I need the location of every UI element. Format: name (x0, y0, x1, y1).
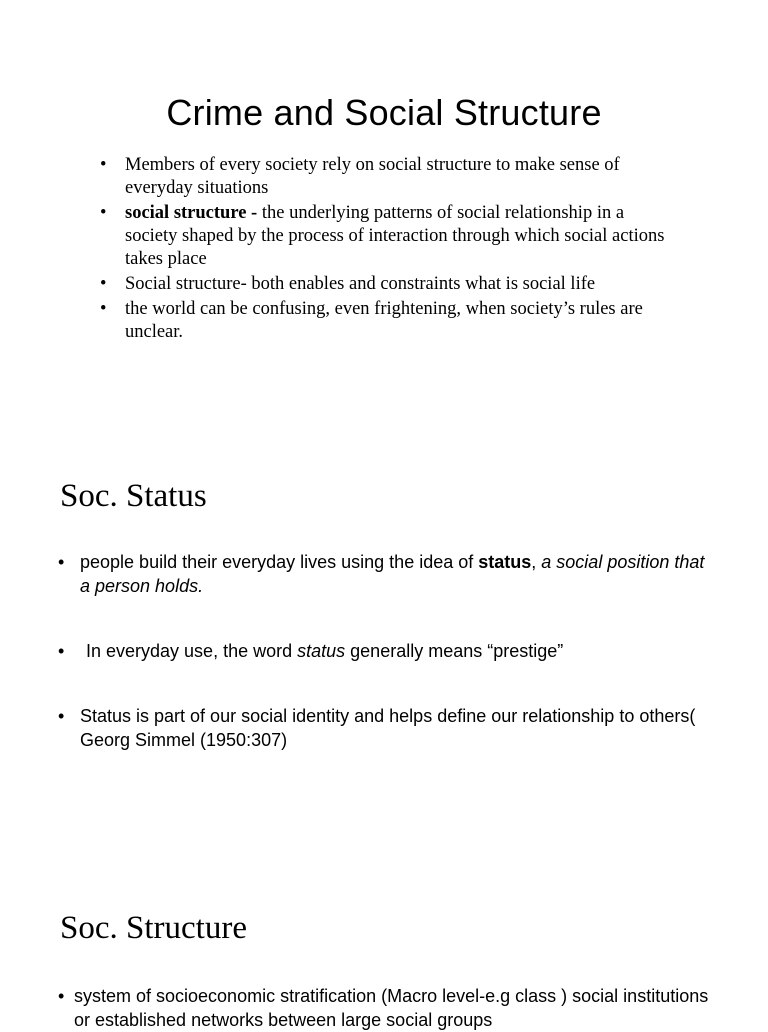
bullet-item (58, 550, 718, 598)
bullet-text: Members of every society rely on social structure to make sense of everyday situations (125, 155, 620, 198)
bullet-item (58, 984, 718, 1032)
bullet-text: Status is part of our social identity and helps define our relationship to others( Georg Simmel (1950:307) (80, 706, 696, 750)
bullet-item (58, 639, 718, 663)
bullet-item (58, 704, 718, 752)
bullet-text: the world can be confusing, even frightening, when society’s rules are unclear. (125, 299, 643, 342)
bullet-text: In everyday use, the word (86, 641, 298, 661)
bullet-text: the underlying patterns of social relationship in a society shaped by the process of interaction through which social actions takes place (125, 203, 665, 269)
bullet-italic-text: status (297, 641, 346, 661)
bullet-text: people build their everyday lives using the idea of (80, 552, 479, 572)
slide-title: Soc. Status (60, 478, 207, 514)
bullet-item (100, 202, 680, 271)
bullet-item (100, 273, 680, 296)
bullet-list (58, 550, 718, 793)
bullet-text: system of socioeconomic stratification (Macro level-e.g class ) social institutions or established networks between large social groups (74, 986, 709, 1030)
bullet-text: generally means “prestige” (345, 641, 564, 661)
bullet-term: social structure - (125, 203, 258, 223)
bullet-bold-text: status (478, 552, 532, 572)
slide-soc-structure (0, 880, 768, 1030)
bullet-text: Social structure- both enables and constraints what is social life (125, 274, 596, 294)
slide-crime-and-social-structure (0, 0, 768, 440)
bullet-list (58, 984, 718, 1032)
bullet-list (100, 154, 680, 346)
slide-title: Crime and Social Structure (166, 92, 602, 133)
slide-soc-status (0, 440, 768, 880)
slide-title: Soc. Structure (60, 910, 247, 946)
bullet-item (100, 298, 680, 344)
bullet-italic-text: a social position that a person holds (80, 552, 705, 596)
bullet-text: . (198, 576, 204, 596)
bullet-item (100, 154, 680, 200)
bullet-text: , (531, 552, 542, 572)
